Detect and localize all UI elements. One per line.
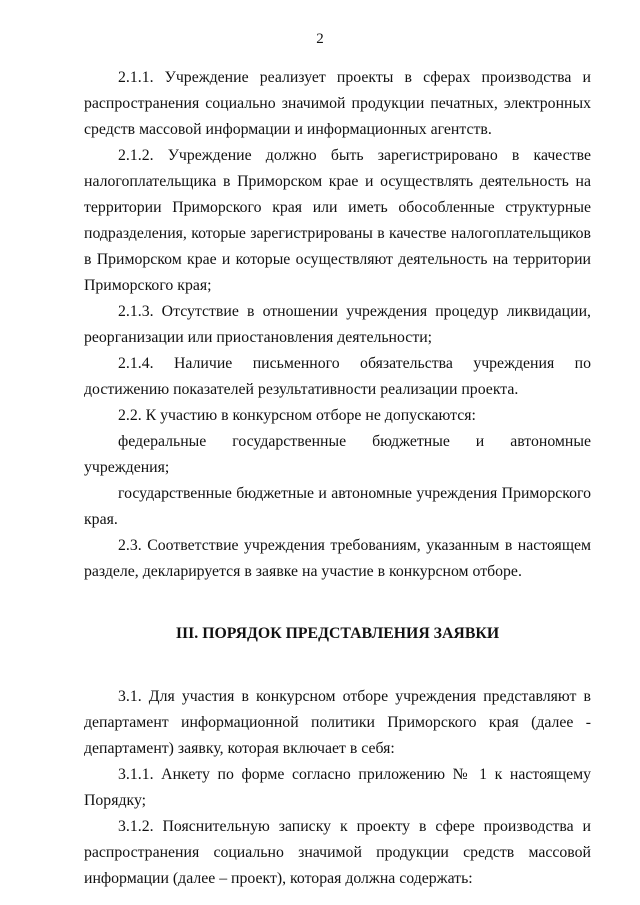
paragraph-2-1-3: 2.1.3. Отсутствие в отношении учреждения процедур ликвидации, реорганизации или приостановления деятельности; (84, 303, 591, 346)
paragraph-2-3: 2.3. Соответствие учреждения требованиям, указанным в настоящем разделе, декларируется в заявке на участие в конкурсном отборе. (84, 537, 591, 580)
paragraph-3-1-1: 3.1.1. Анкету по форме согласно приложению № 1 к настоящему Порядку; (84, 766, 591, 809)
paragraph-3-1-2: 3.1.2. Пояснительную записку к проекту в сфере производства и распространения социально значимой продукции средств массовой информации (далее – проект), которая должна содержать: (84, 818, 591, 887)
paragraph-2-1-1: 2.1.1. Учреждение реализует проекты в сферах производства и распространения социально значимой продукции печатных, электронных средств массовой информации и информационных агентств. (84, 69, 591, 138)
paragraph-2-1-2: 2.1.2. Учреждение должно быть зарегистрировано в качестве налогоплательщика в Приморском крае и осуществлять деятельность на территории Приморского края или иметь обособленные структурные подразделения, которые зарегистрированы в качестве налогоплательщиков в Приморском крае и которые осуществляют деятельность на территории Приморского края; (84, 147, 591, 294)
paragraph-2-2: 2.2. К участию в конкурсном отборе не допускаются: (118, 407, 476, 424)
list-item-federal-institutions: федеральные государственные бюджетные и автономные учреждения; (84, 433, 591, 476)
paragraph-3-1: 3.1. Для участия в конкурсном отборе учреждения представляют в департамент информационной политики Приморского края (далее - департамент) заявку, которая включает в себя: (84, 688, 591, 757)
document-body (84, 65, 591, 892)
list-item-regional-institutions: государственные бюджетные и автономные учреждения Приморского края. (84, 485, 591, 528)
section-heading: III. ПОРЯДОК ПРЕДСТАВЛЕНИЯ ЗАЯВКИ (175, 625, 500, 642)
paragraph-2-1-4: 2.1.4. Наличие письменного обязательства учреждения по достижению показателей результативности реализации проекта. (84, 355, 591, 398)
page-number: 2 (316, 31, 324, 47)
